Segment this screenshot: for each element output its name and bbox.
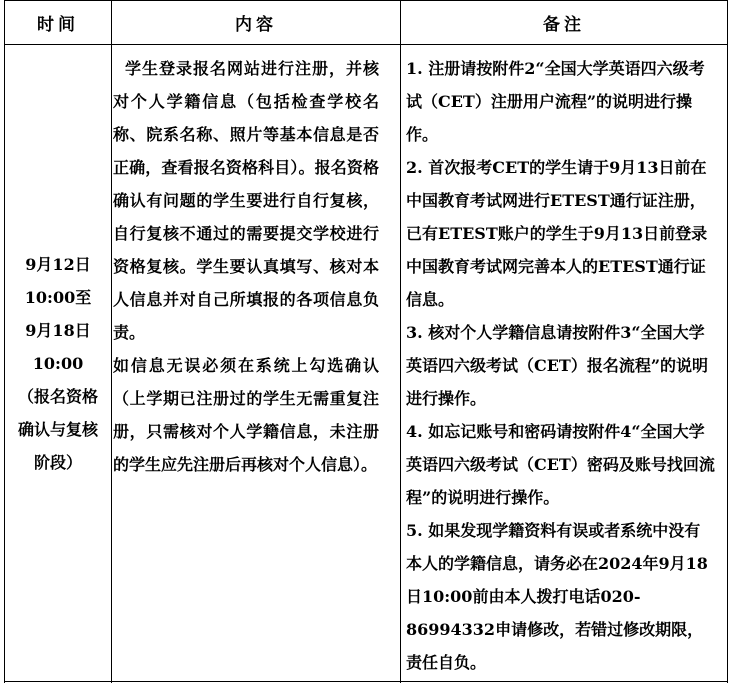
content-paragraph: 如信息无误必须在系统上勾选确认（上学期已注册过的学生无需重复注册，只需核对个人学籍信息，未注册的学生应先注册后再核对个人信息）。 (113, 356, 379, 474)
time-line: 9月12日 (25, 254, 91, 274)
note-item: 3. 核对个人学籍信息请按附件3“全国大学英语四六级考试（CET）报名流程”的说明进行操作。 (406, 323, 709, 408)
time-line: 确认与复核 (17, 419, 98, 439)
time-cell (5, 45, 111, 681)
time-line: 阶段） (33, 452, 82, 472)
schedule-table (4, 0, 728, 683)
time-line: 10:00至 (24, 287, 92, 307)
header-notes: 备注 (543, 14, 585, 35)
time-line: 10:00 (32, 353, 84, 373)
table-bottom-border (5, 681, 727, 682)
notes-cell (406, 52, 716, 679)
content-paragraph: 学生登录报名网站进行注册，并核对个人学籍信息（包括检查学校名称、院系名称、照片等基本信息是否正确，查看报名资格科目）。报名资格确认有问题的学生要进行自行复核，自行复核不通过的需要提交学校进行资格复核。学生要认真填写、核对本人信息并对自己所填报的各项信息负责。 (113, 59, 379, 342)
header-time: 时间 (37, 14, 79, 35)
note-item: 2. 首次报考CET的学生请于9月13日前在中国教育考试网进行ETEST通行证注册，已有ETEST账户的学生于9月13日前登录中国教育考试网完善本人的ETEST通行证信息。 (406, 158, 708, 309)
header-content: 内容 (235, 14, 277, 35)
time-line: 9月18日 (25, 320, 91, 340)
header-divider (5, 44, 727, 45)
note-item: 1. 注册请按附件2“全国大学英语四六级考试（CET）注册用户流程”的说明进行操作。 (406, 59, 705, 144)
time-line: （报名资格 (17, 386, 98, 406)
content-cell (113, 52, 379, 481)
column-divider-1 (111, 0, 112, 683)
note-item: 5. 如果发现学籍资料有误或者系统中没有本人的学籍信息，请务必在2024年9月18日10:00前由本人拨打电话020-86994332申请修改，若错过修改期限，责任自负。 (406, 521, 708, 672)
note-item: 4. 如忘记账号和密码请按附件4“全国大学英语四六级考试（CET）密码及账号找回流程”的说明进行操作。 (406, 422, 715, 507)
column-divider-2 (400, 0, 401, 683)
